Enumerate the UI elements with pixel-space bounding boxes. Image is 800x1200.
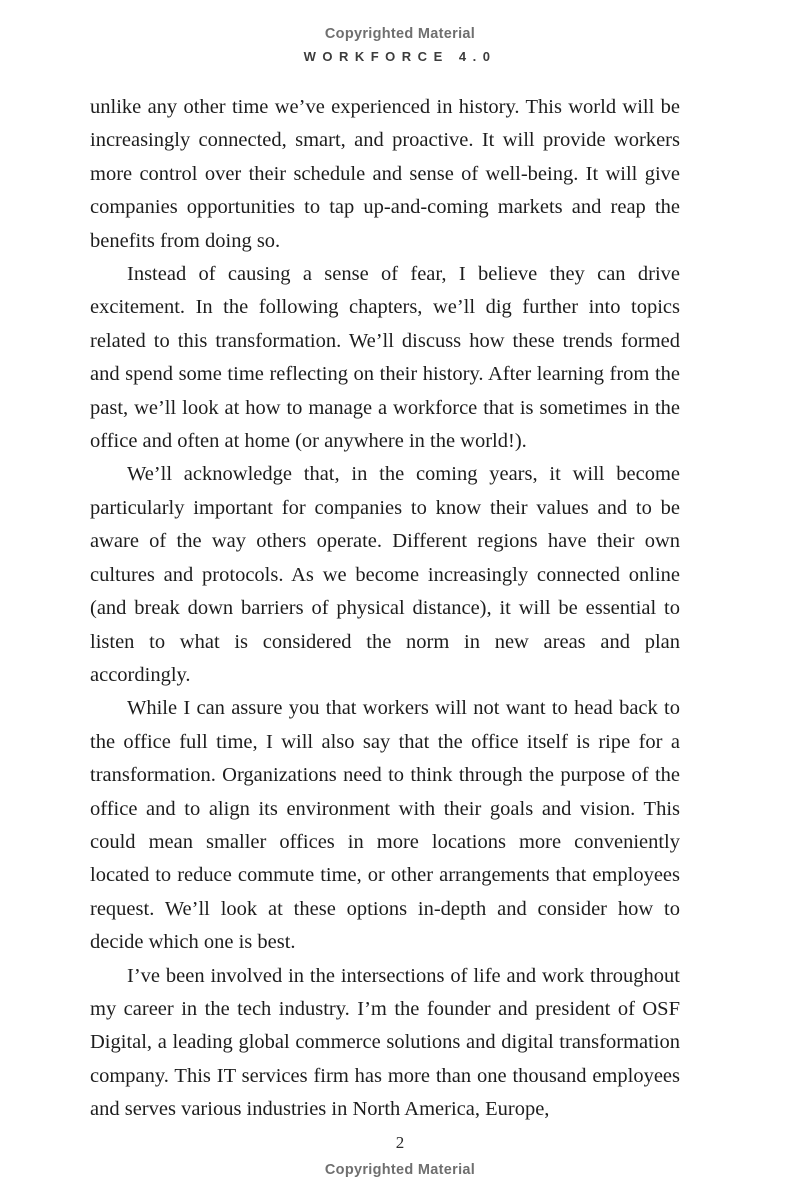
page-number: 2 bbox=[395, 1133, 405, 1152]
paragraph-3: We’ll acknowledge that, in the coming years, it will become particularly important for companies to know their values and to be aware of the way others operate. Different regions have their own cultures and protocols. As we become increasingly connected online (and break down barriers of physical distance), it will be essential to listen to what is considered the norm in new areas and plan accordingly. bbox=[90, 463, 680, 686]
paragraph-1: unlike any other time we’ve experienced in history. This world will be increasingly connected, smart, and proactive. It will provide workers more control over their schedule and sense of well-being. It will give companies opportunities to tap up-and-coming markets and reap the benefits from doing so. bbox=[90, 96, 680, 252]
paragraph-4: While I can assure you that workers will not want to head back to the office full time, I will also say that the office itself is ripe for a transformation. Organizations need to think through the purpose of the office and to align its environment with their goals and vision. This could mean smaller offices in more locations more conveniently located to reduce commute time, or other arrangements that employees request. We’ll look at these options in-depth and consider how to decide which one is best. bbox=[90, 697, 680, 954]
running-head-book-title: WORKFORCE 4.0 bbox=[303, 49, 497, 64]
page-header bbox=[0, 26, 800, 64]
paragraph-2: Instead of causing a sense of fear, I believe they can drive excitement. In the following chapters, we’ll dig further into topics related to this transformation. We’ll discuss how these trends formed and spend some time reflecting on their history. After learning from the past, we’ll look at how to manage a workforce that is sometimes in the office and often at home (or anywhere in the world!). bbox=[90, 263, 680, 453]
paragraph-5: I’ve been involved in the intersections of life and work throughout my career in the tech industry. I’m the founder and president of OSF Digital, a leading global commerce solutions and digital transformation company. This IT services firm has more than one thousand employees and serves various industries in North America, Europe, bbox=[90, 964, 680, 1121]
page-body-text bbox=[90, 91, 680, 1127]
page-footer bbox=[0, 1133, 800, 1178]
copyright-notice-top: Copyrighted Material bbox=[324, 26, 476, 42]
copyright-notice-bottom: Copyrighted Material bbox=[324, 1162, 476, 1178]
